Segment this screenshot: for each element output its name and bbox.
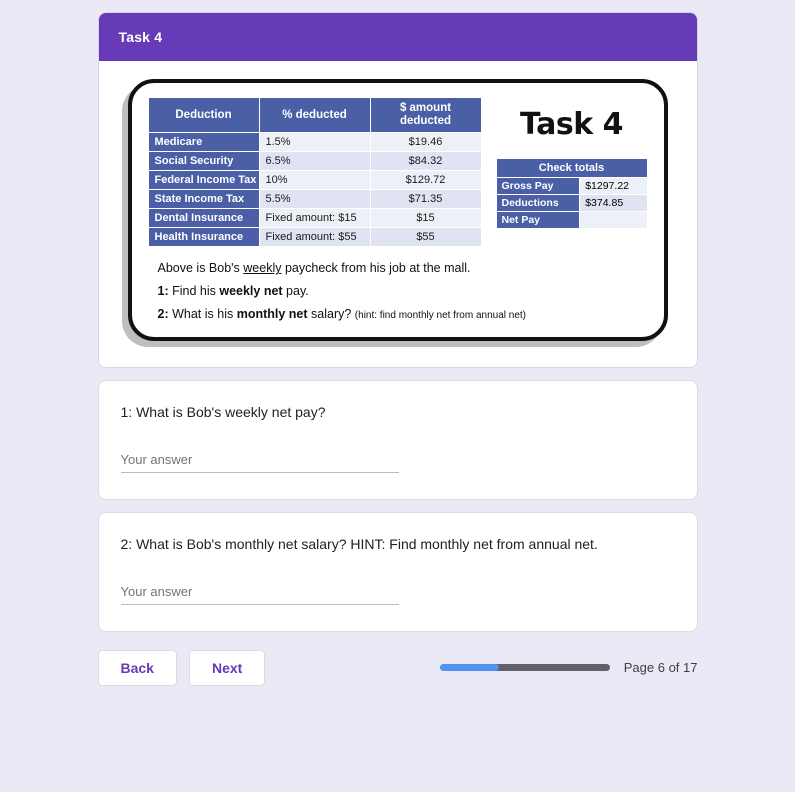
cell-total-value: $374.85 xyxy=(580,195,647,212)
progress-bar xyxy=(440,664,610,671)
form-header-body xyxy=(99,61,697,367)
cell-deduction-percent: Fixed amount: $15 xyxy=(259,209,370,228)
question-1-bold: weekly net xyxy=(219,284,283,299)
column-header-deduction: Deduction xyxy=(148,98,259,133)
answer-input-1[interactable] xyxy=(121,452,399,473)
cell-deduction-percent: Fixed amount: $55 xyxy=(259,228,370,247)
caption-underlined-word: weekly xyxy=(243,261,282,276)
table-row xyxy=(148,228,481,247)
table-row xyxy=(496,212,647,229)
table-row xyxy=(148,133,481,152)
cell-deduction-name: Federal Income Tax xyxy=(148,171,259,190)
cell-total-label: Gross Pay xyxy=(496,178,580,195)
cell-deduction-amount: $71.35 xyxy=(370,190,481,209)
question-2-number: 2: xyxy=(157,307,169,322)
cell-deduction-amount: $55 xyxy=(370,228,481,247)
cell-deduction-amount: $15 xyxy=(370,209,481,228)
cell-deduction-name: State Income Tax xyxy=(148,190,259,209)
table-row xyxy=(496,195,647,212)
question-card-2 xyxy=(98,512,698,632)
table-row xyxy=(148,190,481,209)
cell-total-label: Net Pay xyxy=(496,212,580,229)
next-button[interactable]: Next xyxy=(189,650,265,686)
cell-deduction-amount: $19.46 xyxy=(370,133,481,152)
table-row xyxy=(148,152,481,171)
caption-part-after: paycheck from his job at the mall. xyxy=(281,261,471,276)
answer-input-2[interactable] xyxy=(121,584,399,605)
question-card-1 xyxy=(98,380,698,500)
table-row xyxy=(148,171,481,190)
cell-total-value: $1297.22 xyxy=(580,178,647,195)
question-2-title: 2: What is Bob's monthly net salary? HINT: Find monthly net from annual net. xyxy=(120,536,598,553)
form-header-bar xyxy=(99,13,697,61)
worksheet-right-column xyxy=(482,97,648,229)
table-header-row xyxy=(496,159,647,178)
table-header-row xyxy=(148,98,481,133)
page-status: Page 6 of 17 xyxy=(623,660,698,676)
question-2-pre: What is his xyxy=(168,307,237,322)
question-2-post: salary? xyxy=(307,307,355,322)
question-2-hint: (hint: find monthly net from annual net) xyxy=(354,310,526,322)
cell-deduction-name: Social Security xyxy=(148,152,259,171)
cell-deduction-name: Health Insurance xyxy=(148,228,259,247)
page-title: Task 4 xyxy=(118,29,163,45)
form-container xyxy=(98,0,698,686)
worksheet-top-row xyxy=(148,97,648,247)
cell-deduction-name: Dental Insurance xyxy=(148,209,259,228)
question-1-title: 1: What is Bob's weekly net pay? xyxy=(120,404,326,421)
cell-deduction-amount: $84.32 xyxy=(370,152,481,171)
worksheet-caption xyxy=(148,261,648,275)
question-1-post: pay. xyxy=(282,284,309,299)
table-row xyxy=(496,178,647,195)
worksheet-question-1 xyxy=(148,284,648,298)
cell-deduction-percent: 5.5% xyxy=(259,190,370,209)
worksheet-task-title: Task 4 xyxy=(520,107,623,142)
back-button[interactable]: Back xyxy=(98,650,177,686)
worksheet-image xyxy=(128,79,668,341)
question-1-number: 1: xyxy=(157,284,169,299)
question-2-bold: monthly net xyxy=(236,307,308,322)
cell-deduction-percent: 6.5% xyxy=(259,152,370,171)
check-totals-header: Check totals xyxy=(496,159,647,178)
column-header-percent: % deducted xyxy=(259,98,370,133)
cell-deduction-percent: 10% xyxy=(259,171,370,190)
form-header-card xyxy=(98,12,698,368)
cell-total-label: Deductions xyxy=(496,195,580,212)
cell-deduction-amount: $129.72 xyxy=(370,171,481,190)
deduction-table xyxy=(148,97,482,247)
question-1-pre: Find his xyxy=(168,284,220,299)
caption-part-before: Above is Bob's xyxy=(157,261,244,276)
column-header-amount: $ amount deducted xyxy=(370,98,481,133)
table-row xyxy=(148,209,481,228)
worksheet-question-2 xyxy=(148,307,648,321)
cell-deduction-name: Medicare xyxy=(148,133,259,152)
form-footer xyxy=(98,644,698,686)
cell-total-value xyxy=(580,212,647,229)
cell-deduction-percent: 1.5% xyxy=(259,133,370,152)
check-totals-table xyxy=(496,158,648,229)
progress-bar-fill xyxy=(440,664,500,671)
